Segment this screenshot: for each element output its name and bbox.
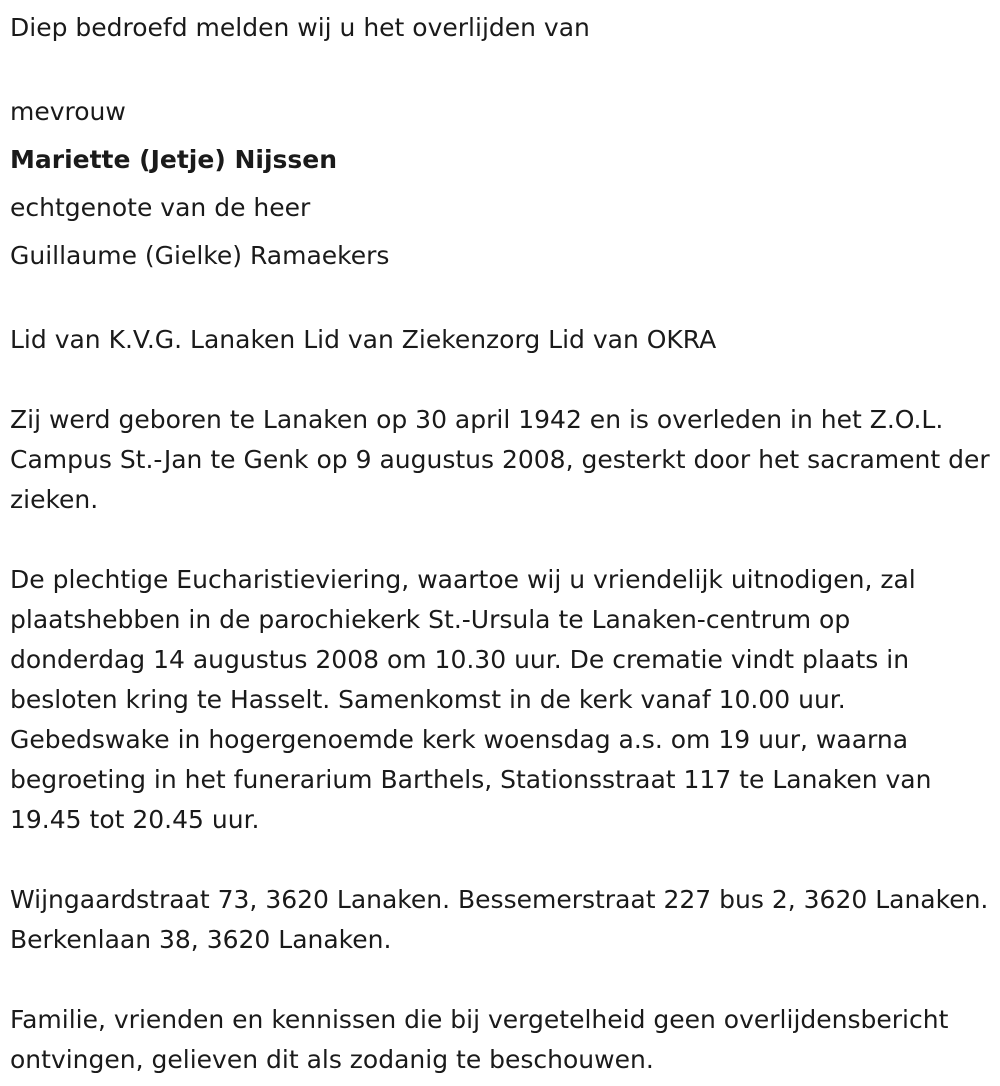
closing-paragraph: Familie, vrienden en kennissen die bij vergetelheid geen overlijdensbericht ontvingen, gelieven dit als zodanig te beschouwen. — [10, 1005, 949, 1074]
salutation: mevrouw — [10, 97, 126, 126]
addresses-paragraph: Wijngaardstraat 73, 3620 Lanaken. Bessemerstraat 227 bus 2, 3620 Lanaken. Berkenlaan 38, 3620 Lanaken. — [10, 885, 989, 954]
birth-death-paragraph: Zij werd geboren te Lanaken op 30 april 1942 en is overleden in het Z.O.L. Campus St.-Jan te Genk op 9 augustus 2008, gesterkt door het sacrament der zieken. — [10, 405, 990, 514]
deceased-name: Mariette (Jetje) Nijssen — [10, 145, 338, 174]
memberships: Lid van K.V.G. Lanaken Lid van Ziekenzorg Lid van OKRA — [10, 325, 717, 354]
spouse-name: Guillaume (Gielke) Ramaekers — [10, 241, 390, 270]
obituary-notice — [10, 8, 990, 1080]
intro-text: Diep bedroefd melden wij u het overlijden van — [10, 13, 590, 42]
spouse-intro: echtgenote van de heer — [10, 193, 311, 222]
ceremony-paragraph: De plechtige Eucharistieviering, waartoe wij u vriendelijk uitnodigen, zal plaatshebben in de parochiekerk St.-Ursula te Lanaken-centrum op donderdag 14 augustus 2008 om 10.30 uur. De crematie vindt plaats in besloten kring te Hasselt. Samenkomst in de kerk vanaf 10.00 uur. Gebedswake in hogergenoemde kerk woensdag a.s. om 19 uur, waarna begroeting in het funerarium Barthels, Stationsstraat 117 te Lanaken van 19.45 tot 20.45 uur. — [10, 565, 932, 834]
